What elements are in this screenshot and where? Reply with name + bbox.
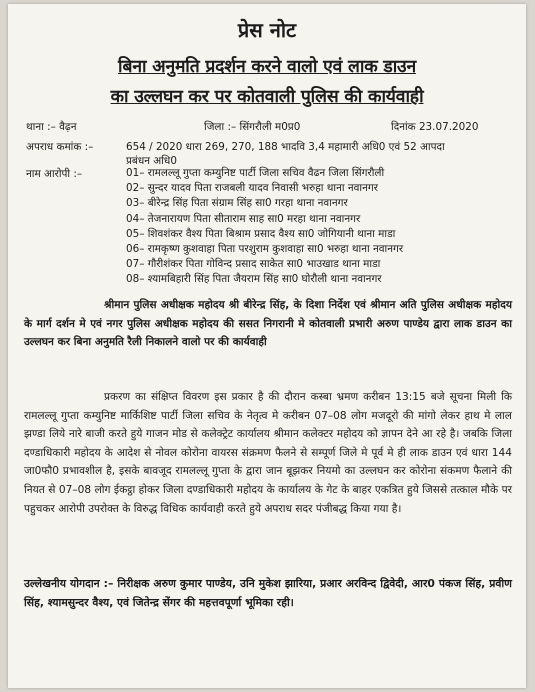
- accused-label: नाम आरोपी :–: [26, 168, 83, 180]
- accused-item: 01– रामलल्लू गुप्ता कम्युनिष्ट पार्टी जिला सचिव वैढन जिला सिंगरौली: [126, 167, 385, 179]
- date-field: दिनांक 23.07.2020: [391, 121, 479, 133]
- heading-line-2: का उल्लघन कर पर कोतवाली पुलिस की कार्यवाही: [110, 87, 424, 107]
- accused-item: 06– रामकृष्ण कुशवाहा पिता परशुराम कुशवाहा सा0 भरुहा थाना नवानगर: [126, 243, 404, 256]
- crime-number-label: अपराध कमांक :–: [26, 141, 94, 153]
- accused-list: [126, 166, 403, 288]
- station-field: थाना :– वैढ़न: [26, 121, 77, 133]
- accused-item: 03– बीरेन्द्र सिंह पिता संग्राम सिंह सा0 गरहा थाना नवानगर: [126, 197, 348, 210]
- crime-number-line-2: प्रबंधन अधि0: [126, 155, 177, 167]
- accused-item: 07– गौरीशंकर पिता गोविन्द प्रसाद साकेत सा0 भाउखाड थाना माडा: [126, 258, 381, 271]
- accused-item: 04– तेजनारायण पिता सीताराम साह सा0 मरहा थाना नवानगर: [126, 212, 361, 225]
- directive-paragraph: श्रीमान पुलिस अधीक्षक महोदय श्री बीरेन्द्र सिंह, के दिशा निर्देश एवं श्रीमान अति पुलिस अधीक्षक महोदय के मार्ग दर्शन मे एवं नगर पुलिस अधीक्षक महोदय की ससत निगरानी मे कोतवाली प्रभारी अरुण पाण्डेय द्वारा लाक डाउन का उल्लघन कर बिना अनुमति रैली निकालने वालो पर की कार्यवाही: [24, 299, 512, 349]
- accused-item: 05– शिवशंकर वैश्य पिता बिश्राम प्रसाद वैश्य सा0 जोगियानी थाना माडा: [126, 227, 396, 240]
- contribution-paragraph: उल्लेखनीय योगदान :– निरीक्षक अरुण कुमार पाण्डेय, उनि मुकेश झारिया, प्रआर अरविन्द द्विवेदी, आर0 पंकज सिंह, प्रवीण सिंह, श्यामसुन्दर वैश्य, एवं जितेन्द्र सेंगर की महत्तवपूर्णा भूमिका रही।: [24, 577, 512, 609]
- accused-item: 08– श्यामबिहारी सिंह पिता जैयराम सिंह सा0 घोरौली थाना नवानगर: [126, 273, 382, 286]
- accused-item: 02– सुन्दर यादव पिता राजबली यादव निवासी भरुहा थाना नवानगर: [126, 182, 378, 195]
- crime-number-line-1: 654 / 2020 धारा 269, 270, 188 भादवि 3,4 महामारी अधि0 एवं 52 आपदा: [126, 141, 445, 153]
- heading-line-1: बिना अनुमति प्रदर्शन करने वालो एवं लाक डाउन: [118, 57, 416, 77]
- district-field: जिला :– सिंगरौली म0प्र0: [204, 121, 301, 133]
- page-title: प्रेस नोट: [237, 18, 297, 42]
- case-summary-paragraph: प्रकरण का संक्षिप्त विवरण इस प्रकार है की दौरान कस्बा भ्रमण करीबन 13:15 बजे सूचना मिली कि रामलल्लू गुप्ता कम्युनिष्ट मार्किशिष्ट पार्टी जिला सचिव के नेतृत्व मे करीबन 07–08 लोग मजदूरो की मांगो लेकर हाथ मे लाल झण्डा लिये नारे बाजी करते हुये गाजन मोड से कलेक्ट्रेट कार्यालय श्रीमान कलेक्टर महोदय को ज्ञापन देने आ रहे है। जबकि जिला दण्डाधिकारी महोदय के आदेश से नोवल कोरोना वायरस संक्रमण फैलने से सम्पूर्ण जिले मे पूर्व मे ही लाक डाउन एवं धारा 144 जा0फौ0 प्रभावशील है, इसके बावजूद रामलल्लू गुप्ता के द्वारा जान बूझकर नियमो का उल्लघन कर कोरोना संकमण फैलाने की नियत से 07–08 लोग ईकट्ठा होकर जिला दण्डाधिकारी महोदय के कार्यालय के गेट के बाहर एकत्रित हुये जिससे तत्काल मौके पर पहुचकर आरोपी उपरोक्त के विरुद्ध विधिक कार्यवाही करते हुये अपराध सदर पंजीबद्ध किया गया है।: [24, 391, 512, 515]
- press-note-page: [8, 4, 526, 688]
